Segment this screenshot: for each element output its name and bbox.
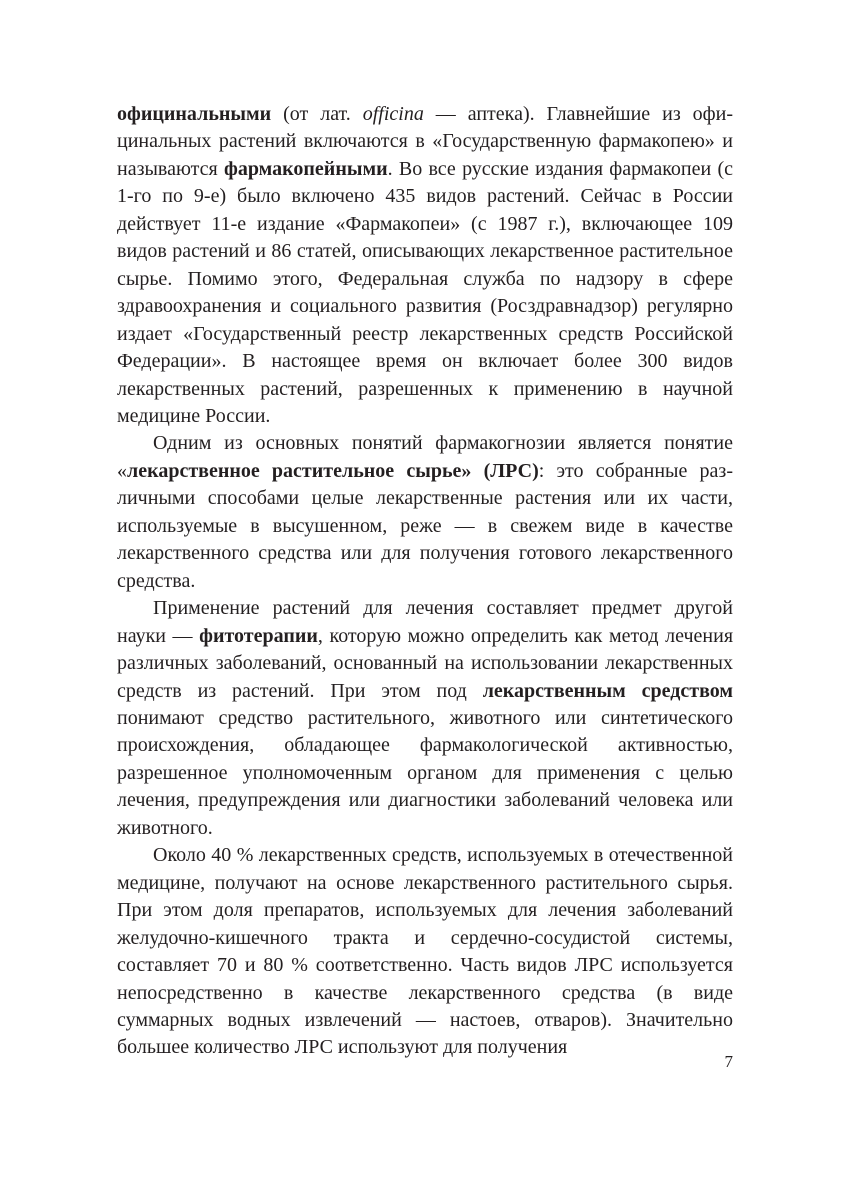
page-number: 7 xyxy=(724,1052,733,1071)
paragraph-1 xyxy=(117,101,733,430)
bold-term: лекарственное растительное сырье» (ЛРС) xyxy=(127,459,539,482)
text-run: . Во все русские издания фармакопеи (с 1-го по 9-е) было включено 435 видов растений. Сейчас в России действует 11-е издание «Фармакопеи» (с 1987 г.), включающее 109 видов растений и 86 статей, описывающих лекарственное растительное сырье. Помимо этого, Федеральная служба по надзору в сфере здравоохранения и социального развития (Росздравнадзор) регулярно издает «Государственный реестр лекарственных средств Российской Федерации». В настоящее время он включает более 300 видов лекарственных растений, разрешенных к применению в научной медицине России. xyxy=(117,157,733,427)
bold-term: официнальными xyxy=(117,103,272,125)
bold-term: фармакопейными xyxy=(223,157,388,180)
text-run: : это собранные различными способами целые лекарственные растения или их части, используемые в высушенном, реже — в свежем виде в качестве лекарственного средства или для получения готового лекарственного средства. xyxy=(117,459,733,592)
paragraph-4 xyxy=(117,842,733,1062)
text-run: (от лат. xyxy=(271,103,363,125)
bold-term: лекарственным средством xyxy=(482,679,733,702)
italic-term: officina xyxy=(362,103,424,125)
paragraph-3 xyxy=(117,595,733,842)
paragraph-2 xyxy=(117,430,733,595)
text-run: — аптека). Главнейшие из официнальных растений включаются в «Государственную фармакопею» и называются xyxy=(117,103,733,180)
text-run: Одним из основных понятий фармакогнозии является понятие « xyxy=(117,432,733,482)
bold-term: фитотерапии xyxy=(199,624,318,647)
text-run: , которую можно определить как метод лечения различных заболеваний, основанный на использовании лекарственных средств из растений. При этом под xyxy=(117,624,734,702)
text-run: Около 40 % лекарственных средств, используемых в отечественной медицине, получают на основе лекарственного растительного сырья. При этом доля препаратов, используемых для лечения заболеваний желудочно-кишечного тракта и сердечно-сосудистой системы, составляет 70 и 80 % соответственно. Часть видов ЛРС используется непосредственно в качестве лекарственного средства (в виде суммарных водных извлечений — настоев, отваров). Значительно большее количество ЛРС используют для получения xyxy=(117,844,733,1059)
text-run: Применение растений для лечения составляет предмет другой науки — xyxy=(117,597,733,647)
page-body xyxy=(117,101,733,1062)
text-run: понимают средство растительного, животного или синтетического происхождения, обладающее фармакологической активностью, разрешенное уполномоченным органом для применения с целью лечения, предупреждения или диагностики заболеваний человека или животного. xyxy=(117,706,733,839)
